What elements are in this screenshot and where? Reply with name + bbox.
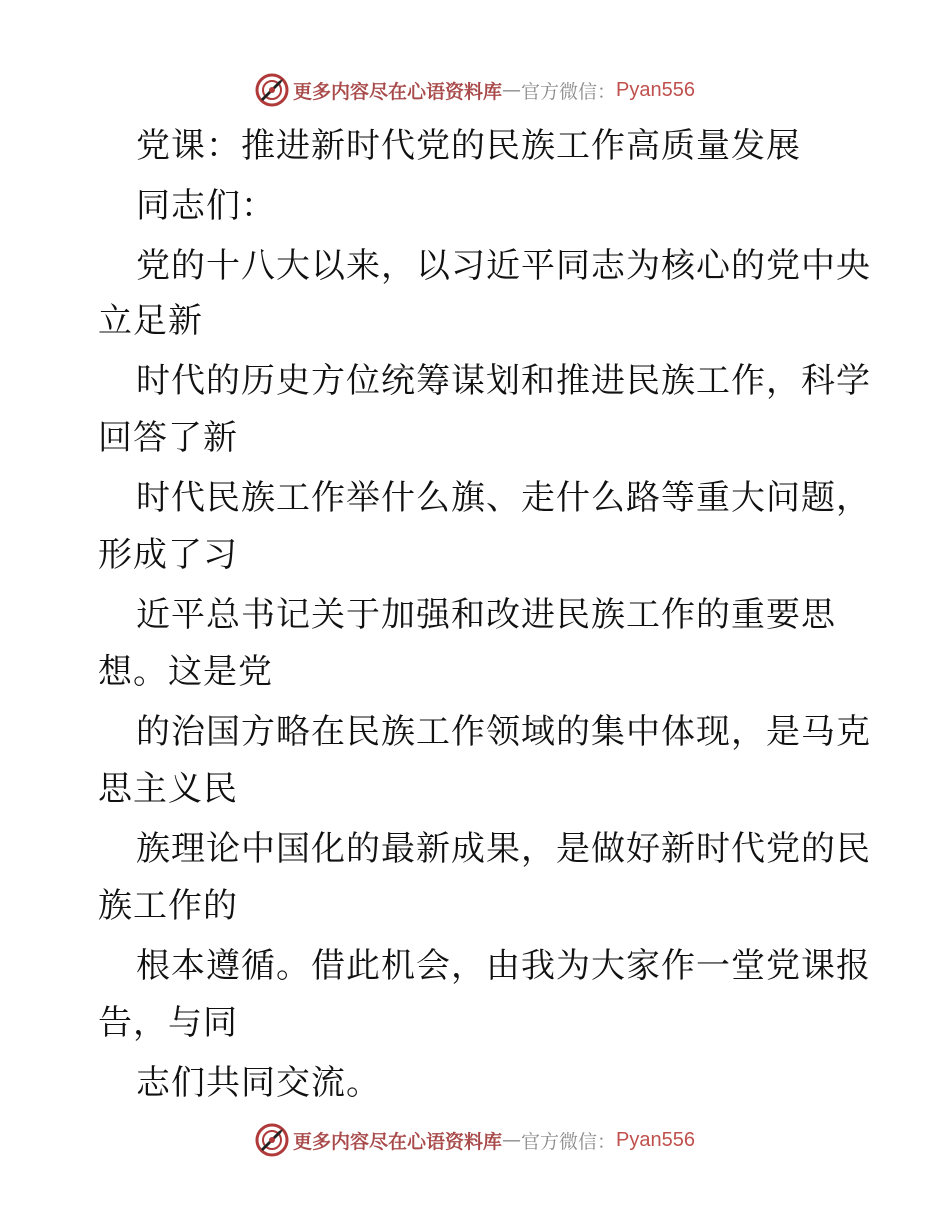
banner-wechat-id: Pyan556: [616, 78, 695, 101]
banner-title: 更多内容尽在心语资料库: [293, 1130, 503, 1153]
footer-banner: [0, 1120, 950, 1160]
paragraph-line: 形成了习: [98, 535, 238, 575]
banner-wechat-id: Pyan556: [616, 1128, 695, 1151]
banner-title: 更多内容尽在心语资料库: [293, 80, 503, 103]
banner-separator: —: [502, 1129, 522, 1151]
paragraph-line: 回答了新: [98, 418, 238, 458]
paragraph-line: 时代的历史方位统筹谋划和推进民族工作，科学: [136, 361, 871, 401]
paragraph-line: 族工作的: [98, 886, 238, 926]
paragraph-line: 想。这是党: [98, 652, 273, 692]
paragraph-line: 近平总书记关于加强和改进民族工作的重要思: [136, 595, 836, 635]
salutation: 同志们：: [136, 186, 276, 226]
header-banner: [0, 70, 950, 110]
paragraph-line: 时代民族工作举什么旗、走什么路等重大问题，: [136, 478, 871, 518]
paragraph-line: 党的十八大以来，以习近平同志为核心的党中央: [136, 246, 871, 286]
brand-logo-icon: [255, 73, 289, 107]
banner-separator: —: [502, 79, 522, 101]
paragraph-line: 立足新: [98, 301, 203, 341]
paragraph-line: 思主义民: [98, 769, 238, 809]
brand-logo-icon: [255, 1123, 289, 1157]
banner-wechat-label: 官方微信：: [521, 80, 617, 103]
paragraph-line: 告，与同: [98, 1003, 238, 1043]
paragraph-line: 根本遵循。借此机会，由我为大家作一堂党课报: [136, 946, 871, 986]
banner-wechat-label: 官方微信：: [521, 1130, 617, 1153]
paragraph-line: 族理论中国化的最新成果，是做好新时代党的民: [136, 829, 871, 869]
paragraph-line: 志们共同交流。: [136, 1063, 381, 1103]
paragraph-line: 的治国方略在民族工作领域的集中体现，是马克: [136, 712, 871, 752]
document-title: 党课：推进新时代党的民族工作高质量发展: [136, 126, 801, 166]
